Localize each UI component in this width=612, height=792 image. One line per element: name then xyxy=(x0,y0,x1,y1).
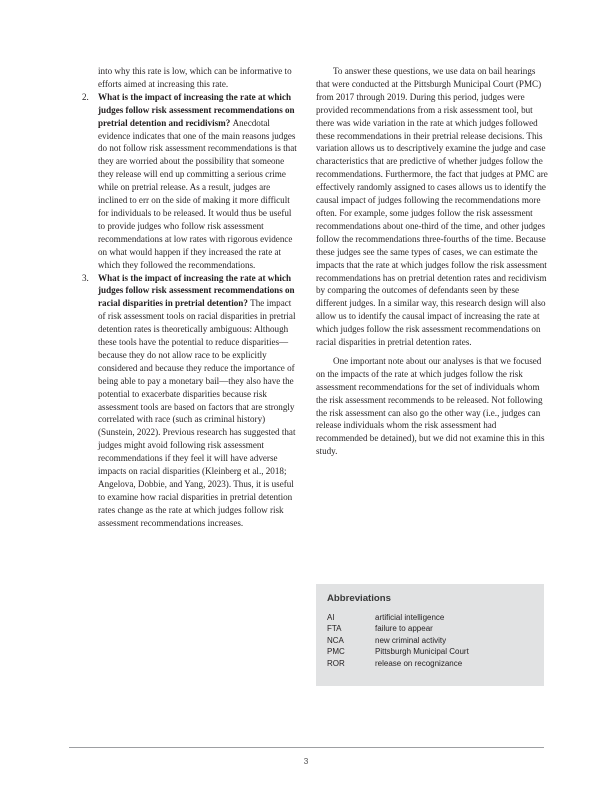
abbreviation-meaning: artificial intelligence xyxy=(375,613,445,622)
research-questions-list xyxy=(82,91,297,530)
abbreviation-row xyxy=(327,658,469,669)
list-item xyxy=(82,91,297,272)
abbreviation-meaning: release on recognizance xyxy=(375,658,463,668)
research-question-body: Anecdotal evidence indicates that one of the main reasons judges do not follow risk assessment recommendations is that they are worried about the possibility that someone they release will end up committing a serious crime while on pretrial release. As a result, judges are inclined to err on the side of making it more difficult for individuals to be released. It would thus be useful to provide judges who follow risk assessment recommendations at low rates with rigorous evidence on what would happen if they increased the rate at which they followed the recommendations. xyxy=(98,117,297,270)
abbreviation-meaning: Pittsburgh Municipal Court xyxy=(375,647,469,657)
list-item-number: 3. xyxy=(82,272,89,283)
abbreviations-title: Abbreviations xyxy=(327,593,391,604)
abbreviation-code: FTA xyxy=(327,624,342,634)
abbreviation-meaning: failure to appear xyxy=(375,624,433,634)
abbreviations-list xyxy=(327,612,469,669)
research-question-heading: What is the impact of increasing the rate at which judges follow risk assessment recommendations on pretrial detention and recidivism? xyxy=(98,91,295,128)
abbreviation-code: PMC xyxy=(327,647,345,657)
list-item xyxy=(82,272,297,530)
abbreviation-row xyxy=(327,635,469,646)
list-item-number: 2. xyxy=(82,91,89,102)
research-question-body: The impact of risk assessment tools on racial disparities in pretrial detention rates is theoretically ambiguous: Although these tools have the potential to reduce disparities—because they do not allow race to be explicitly considered and because they reduce the importance of being able to pay a monetary bail—they also have the potential to exacerbate disparities because risk assessment tools are based on factors that are strongly correlated with race (such as criminal history) (Sunstein, 2022). Previous research has suggested that judges might avoid following risk assessment recommendations if they feel it will have adverse impacts on racial disparities (Kleinberg et al., 2018; Angelova, Dobbie, and Yang, 2023). Thus, it is useful to examine how racial disparities in pretrial detention rates change as the rate at which judges follow risk assessment recommendations increases. xyxy=(98,298,296,528)
left-column xyxy=(82,65,297,530)
abbreviation-row xyxy=(327,646,469,657)
research-question-heading: What is the impact of increasing the rate at which judges follow risk assessment recommendations on racial disparities in pretrial detention? xyxy=(98,272,295,309)
continuation-paragraph: into why this rate is low, which can be informative to efforts aimed at increasing this rate. xyxy=(98,66,292,89)
abbreviation-code: AI xyxy=(327,613,335,622)
abbreviation-meaning: new criminal activity xyxy=(375,635,447,645)
page-number: 3 xyxy=(303,756,309,766)
body-paragraph: One important note about our analyses is that we focused on the impacts of the rate at which judges follow the risk assessment recommendations for the set of individuals whom the risk assessment recommends to be released. Not following the risk assessment can also go the other way (i.e., judges can release individuals whom the risk assessment had recommended be detained), but we did not examine this in this study. xyxy=(316,355,545,457)
abbreviation-code: NCA xyxy=(327,635,344,645)
footer-divider xyxy=(69,747,544,748)
abbreviation-code: ROR xyxy=(327,658,345,668)
abbreviations-box xyxy=(316,584,544,686)
right-column xyxy=(316,65,548,458)
body-paragraph: To answer these questions, we use data on bail hearings that were conducted at the Pittsburgh Municipal Court (PMC) from 2017 through 2019. During this period, judges were provided recommendations from a risk assessment tool, but there was wide variation in the rate at which judges followed these recommendations in their pretrial release decisions. This variation allows us to descriptively examine the judge and case characteristics that are predictive of whether judges follow the recommendations. Furthermore, the fact that judges at PMC are effectively randomly assigned to cases allows us to identify the causal impact of judges following the recommendations more often. For example, some judges follow the risk assessment recommendations about one-third of the time, and other judges follow the recommendations three-fourths of the time. Because these judges see the same types of cases, we can estimate the impacts that the rate at which judges follow the risk assessment recommendations has on pretrial detention rates and recidivism by comparing the outcomes of defendants seen by these different judges. In a similar way, this research design will also allow us to identify the causal impact of increasing the rate at which judges follow the risk assessment recommendations on racial disparities in pretrial detention rates. xyxy=(316,66,548,348)
abbreviation-row xyxy=(327,623,469,634)
abbreviation-row xyxy=(327,612,469,623)
